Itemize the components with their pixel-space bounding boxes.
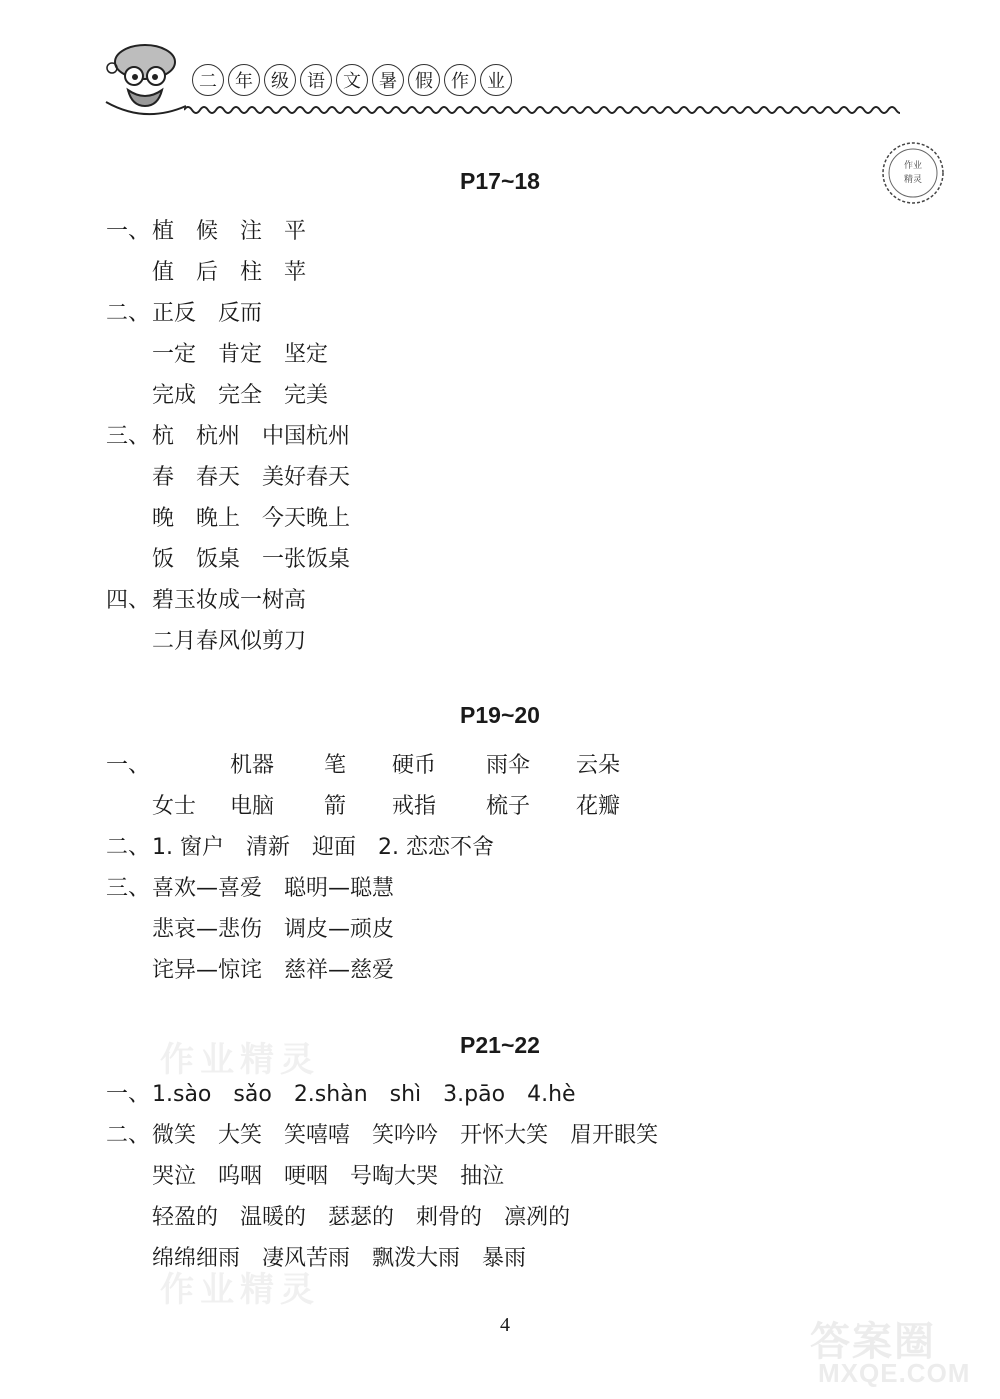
wave-divider — [184, 104, 900, 116]
answer-line — [152, 378, 350, 409]
answer-word: 3.pāo — [443, 1082, 506, 1107]
answer-word: 轻盈的 — [152, 1205, 219, 1230]
answer-line — [106, 1118, 680, 1149]
answer-word: 值 — [152, 260, 175, 285]
section-heading: P17~18 — [460, 168, 540, 194]
answer-word: 眉开眼笑 — [570, 1123, 659, 1148]
section-heading: P21~22 — [460, 1032, 540, 1058]
section-heading: P19~20 — [460, 702, 540, 728]
answer-word: 飘泼大雨 — [372, 1246, 461, 1271]
answer-word: 刺骨的 — [416, 1205, 483, 1230]
answer-word: 苹 — [284, 260, 307, 285]
page-number: 4 — [500, 1314, 510, 1336]
answer-word: 微笑 — [152, 1123, 197, 1148]
answer-word: 笑嘻嘻 — [284, 1123, 351, 1148]
answer-word: 饭桌 — [196, 547, 241, 572]
watermark: 作业精灵 — [160, 1270, 320, 1310]
site-logo — [780, 1310, 990, 1390]
answer-word: 今天晚上 — [262, 506, 351, 531]
title-char: 业 — [480, 64, 512, 96]
answer-word: 春 — [152, 465, 175, 490]
answer-word: 1.sào — [152, 1082, 212, 1107]
answer-word: 春天 — [196, 465, 241, 490]
answer-word: 笑吟吟 — [372, 1123, 439, 1148]
answer-word: 电脑 — [230, 794, 275, 819]
answer-word: 二月春风似剪刀 — [152, 629, 307, 654]
answer-word: 完美 — [284, 383, 329, 408]
answer-line — [106, 1077, 598, 1108]
answer-word: 候 — [196, 219, 219, 244]
title-char: 二 — [192, 64, 224, 96]
answer-word: 喜欢—喜爱 — [152, 876, 263, 901]
title-char: 级 — [264, 64, 296, 96]
answer-word: sǎo — [233, 1082, 272, 1107]
watermark: 作业精灵 — [160, 1040, 320, 1080]
page-header — [100, 40, 900, 130]
question-number: 一、 — [106, 1082, 151, 1107]
answer-word: 诧异—惊诧 — [152, 958, 263, 983]
answer-word: 梳子 — [486, 794, 531, 819]
answer-word: 云朵 — [576, 753, 621, 778]
answer-word: 硬币 — [392, 753, 437, 778]
answer-word: 哭泣 — [152, 1164, 197, 1189]
answer-word: 悲哀—悲伤 — [152, 917, 263, 942]
answer-word: 慈祥—慈爱 — [284, 958, 395, 983]
answer-word: 晚 — [152, 506, 175, 531]
answer-word: 杭 — [152, 424, 175, 449]
book-title — [192, 64, 516, 96]
answer-line — [106, 830, 516, 861]
answer-word: 笔 — [324, 753, 347, 778]
answer-word: 2. 恋恋不舍 — [378, 835, 494, 860]
question-number: 一、 — [106, 219, 151, 244]
title-char: 作 — [444, 64, 476, 96]
answer-line — [152, 953, 416, 984]
answer-word: 戒指 — [392, 794, 437, 819]
answer-word: 机器 — [230, 753, 275, 778]
answer-word: 瑟瑟的 — [328, 1205, 395, 1230]
answer-word: 肯定 — [218, 342, 263, 367]
answer-word: 后 — [196, 260, 219, 285]
title-char: 暑 — [372, 64, 404, 96]
answer-line — [106, 419, 372, 450]
answer-word: shì — [389, 1082, 422, 1107]
answer-word: 完全 — [218, 383, 263, 408]
question-number: 一、 — [106, 753, 151, 778]
answer-word: 中国杭州 — [262, 424, 351, 449]
answer-word: 号啕大哭 — [350, 1164, 439, 1189]
answer-word: 凛冽的 — [504, 1205, 571, 1230]
answer-word: 大笑 — [218, 1123, 263, 1148]
answer-word: 美好春天 — [262, 465, 351, 490]
answer-word: 绵绵细雨 — [152, 1246, 241, 1271]
title-char: 文 — [336, 64, 368, 96]
question-number: 二、 — [106, 301, 151, 326]
answer-word: 碧玉妆成一树高 — [152, 588, 307, 613]
answer-word: 清新 — [245, 835, 290, 860]
answer-word: 坚定 — [284, 342, 329, 367]
answer-word: 植 — [152, 219, 175, 244]
question-number: 三、 — [106, 424, 151, 449]
svg-text:作业: 作业 — [903, 161, 923, 171]
answer-word: 暴雨 — [482, 1246, 527, 1271]
answer-line — [152, 624, 328, 655]
answer-line — [152, 1159, 526, 1190]
answer-line — [0, 789, 1000, 819]
answer-word: 凄风苦雨 — [262, 1246, 351, 1271]
answer-word: 反而 — [218, 301, 263, 326]
answer-word: 饭 — [152, 547, 175, 572]
answer-line — [152, 460, 372, 491]
answer-word: 哽咽 — [284, 1164, 329, 1189]
title-char: 年 — [228, 64, 260, 96]
answer-word: 4.hè — [527, 1082, 576, 1107]
title-char: 假 — [408, 64, 440, 96]
answer-line — [152, 1200, 592, 1231]
answer-line — [152, 501, 372, 532]
answer-line — [106, 296, 284, 327]
answer-word: 完成 — [152, 383, 197, 408]
answer-word: 聪明—聪慧 — [284, 876, 395, 901]
answer-word: 一定 — [152, 342, 197, 367]
answer-line — [152, 542, 372, 573]
question-number: 三、 — [106, 876, 151, 901]
site-logo-text: 答案圈 — [810, 1319, 936, 1365]
answer-word: 晚上 — [196, 506, 241, 531]
answer-word: 迎面 — [312, 835, 357, 860]
answer-line — [152, 255, 328, 286]
answer-word: 调皮—顽皮 — [284, 917, 395, 942]
answer-word: 女士 — [152, 794, 197, 819]
answer-line — [106, 583, 328, 614]
answer-word: 温暖的 — [240, 1205, 307, 1230]
answer-line — [0, 748, 1000, 778]
answer-line — [106, 871, 416, 902]
question-number: 四、 — [106, 588, 151, 613]
site-logo-domain: MXQE.COM — [818, 1358, 971, 1388]
answer-line — [106, 214, 328, 245]
answer-word: 呜咽 — [218, 1164, 263, 1189]
answer-word: 一张饭桌 — [262, 547, 351, 572]
question-number: 二、 — [106, 835, 151, 860]
answer-line — [152, 337, 350, 368]
answer-word: 注 — [240, 219, 263, 244]
answer-word: 箭 — [324, 794, 347, 819]
question-number: 二、 — [106, 1123, 151, 1148]
answer-word: 柱 — [240, 260, 263, 285]
answer-word: 平 — [284, 219, 307, 244]
svg-text:精灵: 精灵 — [903, 175, 923, 185]
mascot-icon — [100, 40, 190, 120]
answer-word: 抽泣 — [460, 1164, 505, 1189]
answer-word: 花瓣 — [576, 794, 621, 819]
answer-word: 开怀大笑 — [460, 1123, 549, 1148]
answer-word: 2.shàn — [293, 1082, 368, 1107]
answer-line — [152, 912, 416, 943]
answer-word: 1. 窗户 — [152, 835, 224, 860]
answer-word: 杭州 — [196, 424, 241, 449]
answer-word: 雨伞 — [486, 753, 531, 778]
title-char: 语 — [300, 64, 332, 96]
answer-word: 正反 — [152, 301, 197, 326]
